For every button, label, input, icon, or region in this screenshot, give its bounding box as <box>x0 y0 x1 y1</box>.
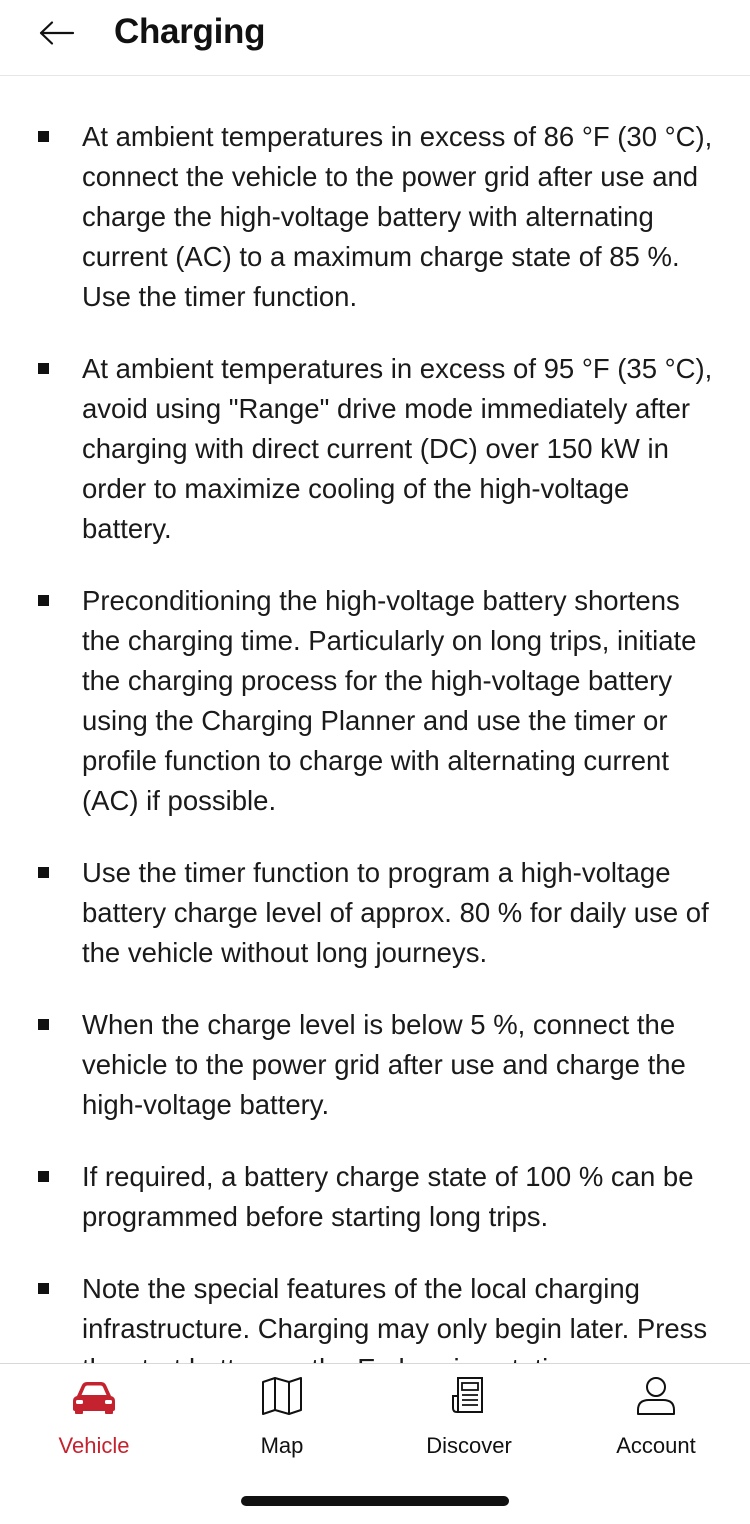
tab-map[interactable] <box>188 1364 376 1464</box>
tab-label: Vehicle <box>58 1433 130 1458</box>
bullet-square-icon <box>38 595 49 606</box>
page-title: Charging <box>114 12 266 51</box>
list-item-text: At ambient temperatures in excess of 95 °F (35 °C), avoid using "Range" drive mode immediately after charging with direct current (DC) over 150 kW in order to maximize cooling of the high-voltage battery. <box>82 353 713 544</box>
list-item-text: At ambient temperatures in excess of 86 °F (30 °C), connect the vehicle to the power grid after use and charge the high-voltage battery with alternating current (AC) to a maximum charge state of 85 %. Use the timer function. <box>82 121 713 312</box>
tab-vehicle[interactable] <box>0 1364 188 1464</box>
home-indicator[interactable] <box>241 1496 509 1506</box>
map-icon <box>259 1376 305 1416</box>
bullet-square-icon <box>38 1283 49 1294</box>
list-item <box>0 1005 750 1125</box>
list-item-text: If required, a battery charge state of 100 % can be programmed before starting long trips. <box>82 1161 694 1232</box>
bullet-square-icon <box>38 1171 49 1182</box>
user-icon <box>633 1376 679 1416</box>
list-item-text: Note the special features of the local charging infrastructure. Charging may only begin later. Press <box>82 1273 708 1344</box>
bullet-square-icon <box>38 363 49 374</box>
car-icon <box>71 1376 117 1416</box>
bullet-list <box>0 77 750 1389</box>
tab-label: Account <box>616 1433 696 1458</box>
list-item <box>0 349 750 549</box>
tab-discover[interactable] <box>375 1364 563 1464</box>
list-item-text: When the charge level is below 5 %, connect the vehicle to the power grid after use and charge the high-voltage battery. <box>82 1009 686 1120</box>
tab-account[interactable] <box>562 1364 750 1464</box>
arrow-left-icon <box>39 21 75 45</box>
list-item <box>0 581 750 821</box>
back-button[interactable] <box>36 12 78 54</box>
bullet-square-icon <box>38 867 49 878</box>
news-icon <box>446 1376 492 1416</box>
list-item <box>0 853 750 973</box>
bullet-square-icon <box>38 1019 49 1030</box>
tab-label: Discover <box>426 1433 512 1458</box>
list-item-text: Preconditioning the high-voltage battery shortens the charging time. Particularly on long trips, initiate the charging process for the high-voltage battery using the Charging Planner and use the timer or profile function to charge with alternating current (AC) if possible. <box>82 585 697 816</box>
tab-label: Map <box>260 1433 304 1458</box>
bullet-square-icon <box>38 131 49 142</box>
list-item <box>0 117 750 317</box>
app-header <box>0 0 750 76</box>
list-item-text: Use the timer function to program a high-voltage battery charge level of approx. 80 % for daily use of the vehicle without long journeys. <box>82 857 709 968</box>
content-scroll-area[interactable] <box>0 77 750 1363</box>
list-item <box>0 1157 750 1237</box>
